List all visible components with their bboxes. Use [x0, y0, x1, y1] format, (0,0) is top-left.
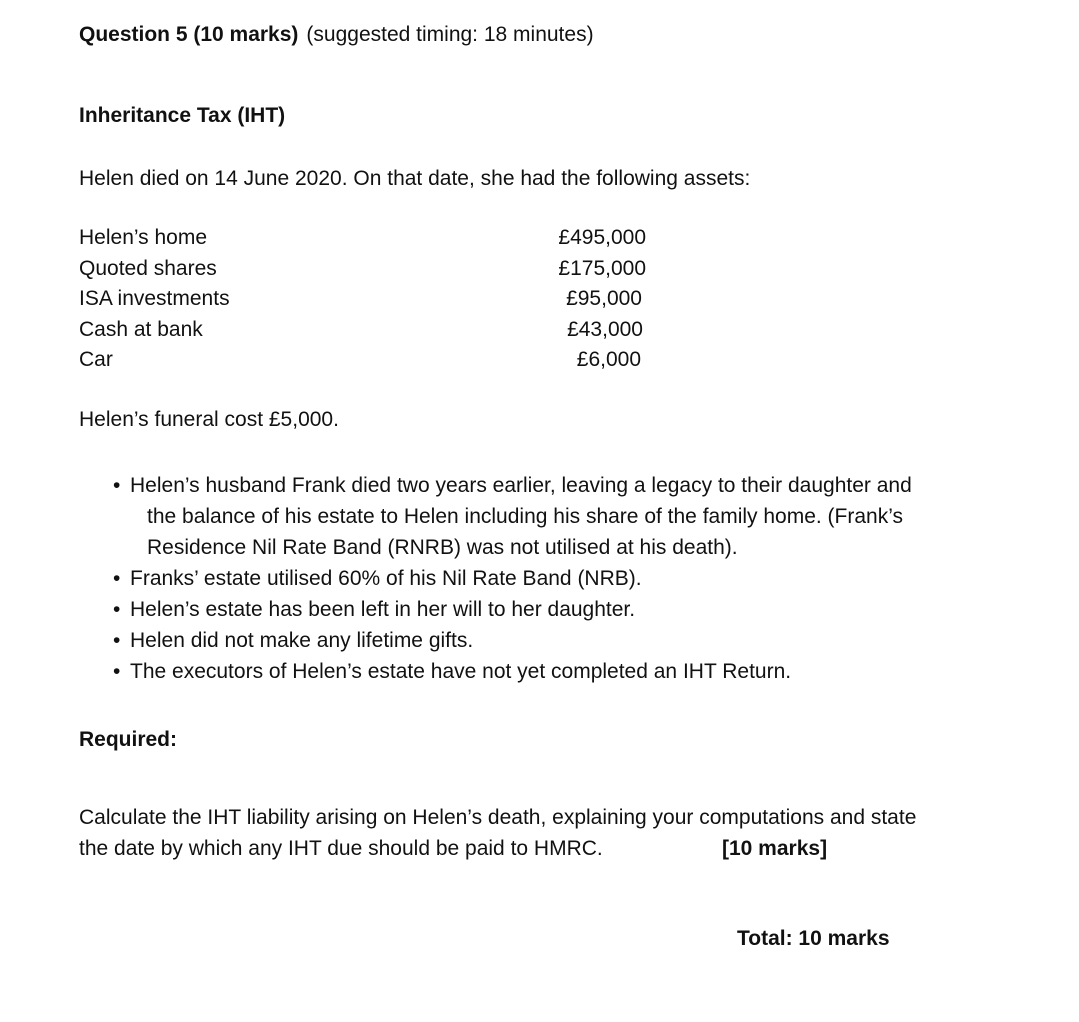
bullet-text: Helen’s estate has been left in her will to her daughter.	[130, 598, 636, 621]
bullet-text: Helen’s husband Frank died two years earlier, leaving a legacy to their daughter and	[130, 474, 912, 497]
question-title	[79, 23, 594, 47]
asset-name: Helen’s home	[79, 226, 208, 249]
asset-row	[79, 256, 646, 287]
question-number: Question 5 (10 marks)	[79, 23, 299, 46]
marks-label: [10 marks]	[722, 837, 828, 860]
bullet-icon: •	[113, 660, 121, 683]
bullet-text: The executors of Helen’s estate have not yet completed an IHT Return.	[130, 660, 792, 683]
total-marks: Total: 10 marks	[737, 927, 890, 950]
asset-name: Cash at bank	[79, 317, 203, 341]
task-line: the date by which any IHT due should be paid to HMRC.	[79, 837, 603, 860]
list-item	[113, 594, 993, 625]
asset-name: ISA investments	[79, 287, 230, 310]
asset-row	[79, 225, 646, 256]
bullet-icon: •	[113, 474, 121, 497]
facts-list	[113, 470, 993, 687]
bullet-text: Franks’ estate utilised 60% of his Nil Rate Band (NRB).	[130, 567, 642, 590]
funeral-cost-text: Helen’s funeral cost £5,000.	[79, 408, 339, 431]
asset-row	[79, 286, 646, 317]
asset-value: £43,000	[567, 317, 643, 341]
required-label: Required:	[79, 728, 178, 751]
asset-name: Car	[79, 348, 113, 371]
bullet-icon: •	[113, 598, 121, 621]
asset-row	[79, 347, 646, 378]
list-item	[113, 563, 993, 594]
asset-name: Quoted shares	[79, 256, 217, 280]
bullet-text-continued: Residence Nil Rate Band (RNRB) was not utilised at his death).	[147, 536, 738, 559]
asset-value: £95,000	[566, 287, 642, 310]
list-item	[113, 470, 993, 563]
task-instructions	[79, 802, 989, 864]
asset-row	[79, 317, 646, 348]
task-line: Calculate the IHT liability arising on Helen’s death, explaining your computations and state	[79, 806, 917, 829]
asset-value: £495,000	[558, 226, 646, 249]
section-heading: Inheritance Tax (IHT)	[79, 104, 286, 127]
asset-value: £6,000	[576, 348, 641, 371]
list-item	[113, 656, 993, 687]
suggested-timing: (suggested timing: 18 minutes)	[306, 23, 594, 46]
bullet-icon: •	[113, 567, 121, 590]
asset-value: £175,000	[558, 256, 646, 280]
intro-text: Helen died on 14 June 2020. On that date, she had the following assets:	[79, 167, 751, 190]
bullet-text-continued: the balance of his estate to Helen including his share of the family home. (Frank’s	[147, 505, 904, 528]
list-item	[113, 625, 993, 656]
bullet-icon: •	[113, 629, 121, 652]
asset-table	[79, 225, 646, 378]
bullet-text: Helen did not make any lifetime gifts.	[130, 629, 474, 652]
